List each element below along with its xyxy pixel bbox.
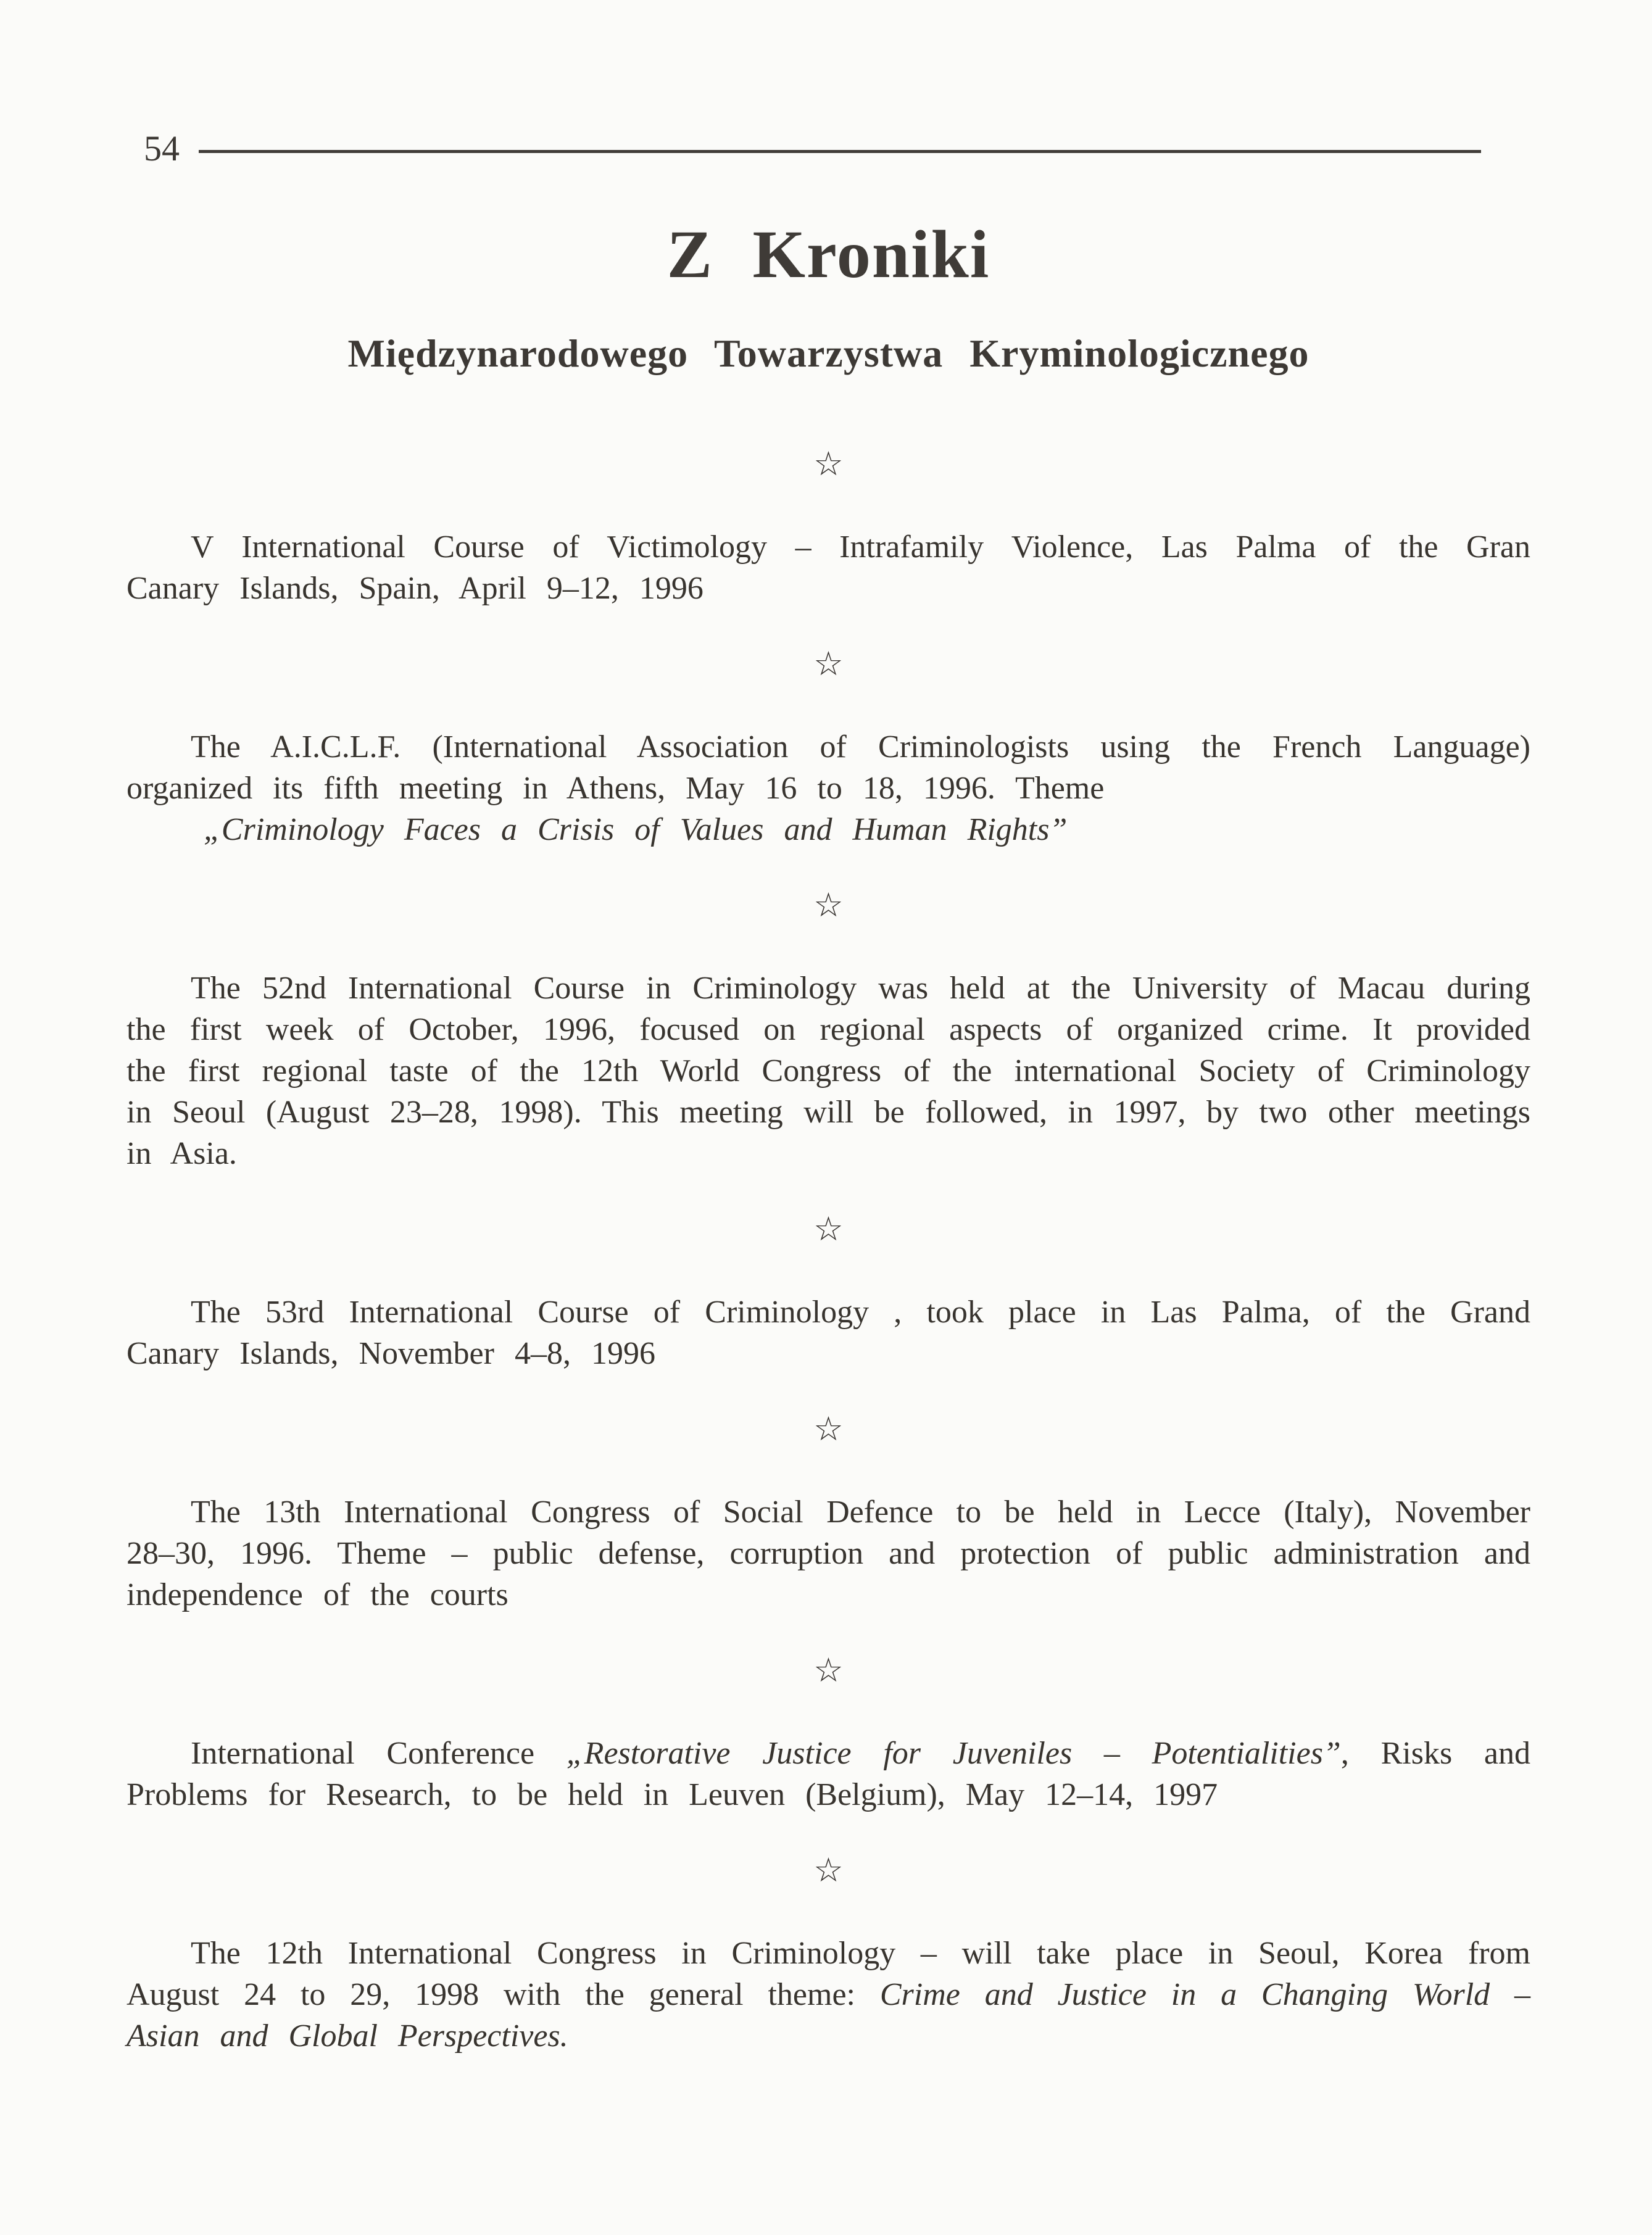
article-content xyxy=(0,219,1652,2057)
star-separator: ☆ xyxy=(813,1651,844,1690)
event-theme-italic: Crime and Justice in a Changing World – Asian and Global Perspectives. xyxy=(127,1977,1530,2054)
event-text: The A.I.C.L.F. (International Association of Criminologists using the French Language) organized its fifth meeting in Athens, May 16 to 18, 1996. Theme xyxy=(127,729,1530,807)
star-separator: ☆ xyxy=(813,1409,844,1449)
event-paragraph xyxy=(127,1491,1530,1615)
star-separator: ☆ xyxy=(813,644,844,684)
event-text: The 13th International Congress of Social Defence to be held in Lecce (Italy), November 28–30, 1996. Theme – public defense, corruption and protection of public administration and independence of the courts xyxy=(127,1495,1530,1613)
page-header xyxy=(0,0,1652,185)
star-separator: ☆ xyxy=(813,1209,844,1249)
event-paragraph xyxy=(127,1933,1530,2057)
event-text: V International Course of Victimology – Intrafamily Violence, Las Palma of the Gran Canary Islands, Spain, April 9–12, 1996 xyxy=(127,529,1530,607)
event-paragraph xyxy=(127,526,1530,609)
event-text: International Conference xyxy=(191,1736,567,1772)
event-paragraph xyxy=(127,726,1530,850)
page-number: 54 xyxy=(144,128,180,168)
star-separator: ☆ xyxy=(813,1851,844,1890)
event-text: , Risks and Problems for Research, to be held in Leuven (Belgium), May 12–14, 1997 xyxy=(127,1736,1530,1813)
event-theme-italic: „Restorative Justice for Juveniles – Potentialities” xyxy=(566,1736,1341,1772)
event-paragraph xyxy=(127,1733,1530,1815)
star-separator: ☆ xyxy=(813,885,844,925)
header-rule xyxy=(199,150,1481,153)
star-separator: ☆ xyxy=(813,444,844,484)
page-subtitle: Międzynarodowego Towarzystwa Kryminologicznego xyxy=(347,331,1310,375)
event-theme-italic: „Criminology Faces a Crisis of Values and Human Rights” xyxy=(204,812,1068,848)
event-paragraph xyxy=(127,968,1530,1174)
event-text: The 52nd International Course in Criminology was held at the University of Macau during the first week of October, 1996, focused on regional aspects of organized crime. It provided the first regional taste of the 12th World Congress of the international Society of Criminology in Seoul (August 23–28, 1998). This meeting will be followed, in 1997, by two other meetings in Asia. xyxy=(127,971,1530,1172)
event-paragraph xyxy=(127,1292,1530,1374)
event-text: The 12th International Congress in Criminology – will take place in Seoul, Korea from August 24 to 29, 1998 with the general theme: xyxy=(127,1936,1530,2013)
entries-container xyxy=(127,446,1530,2057)
page-title: Z Kroniki xyxy=(666,217,990,292)
event-text: The 53rd International Course of Criminology , took place in Las Palma, of the Grand Canary Islands, November 4–8, 1996 xyxy=(127,1295,1530,1372)
